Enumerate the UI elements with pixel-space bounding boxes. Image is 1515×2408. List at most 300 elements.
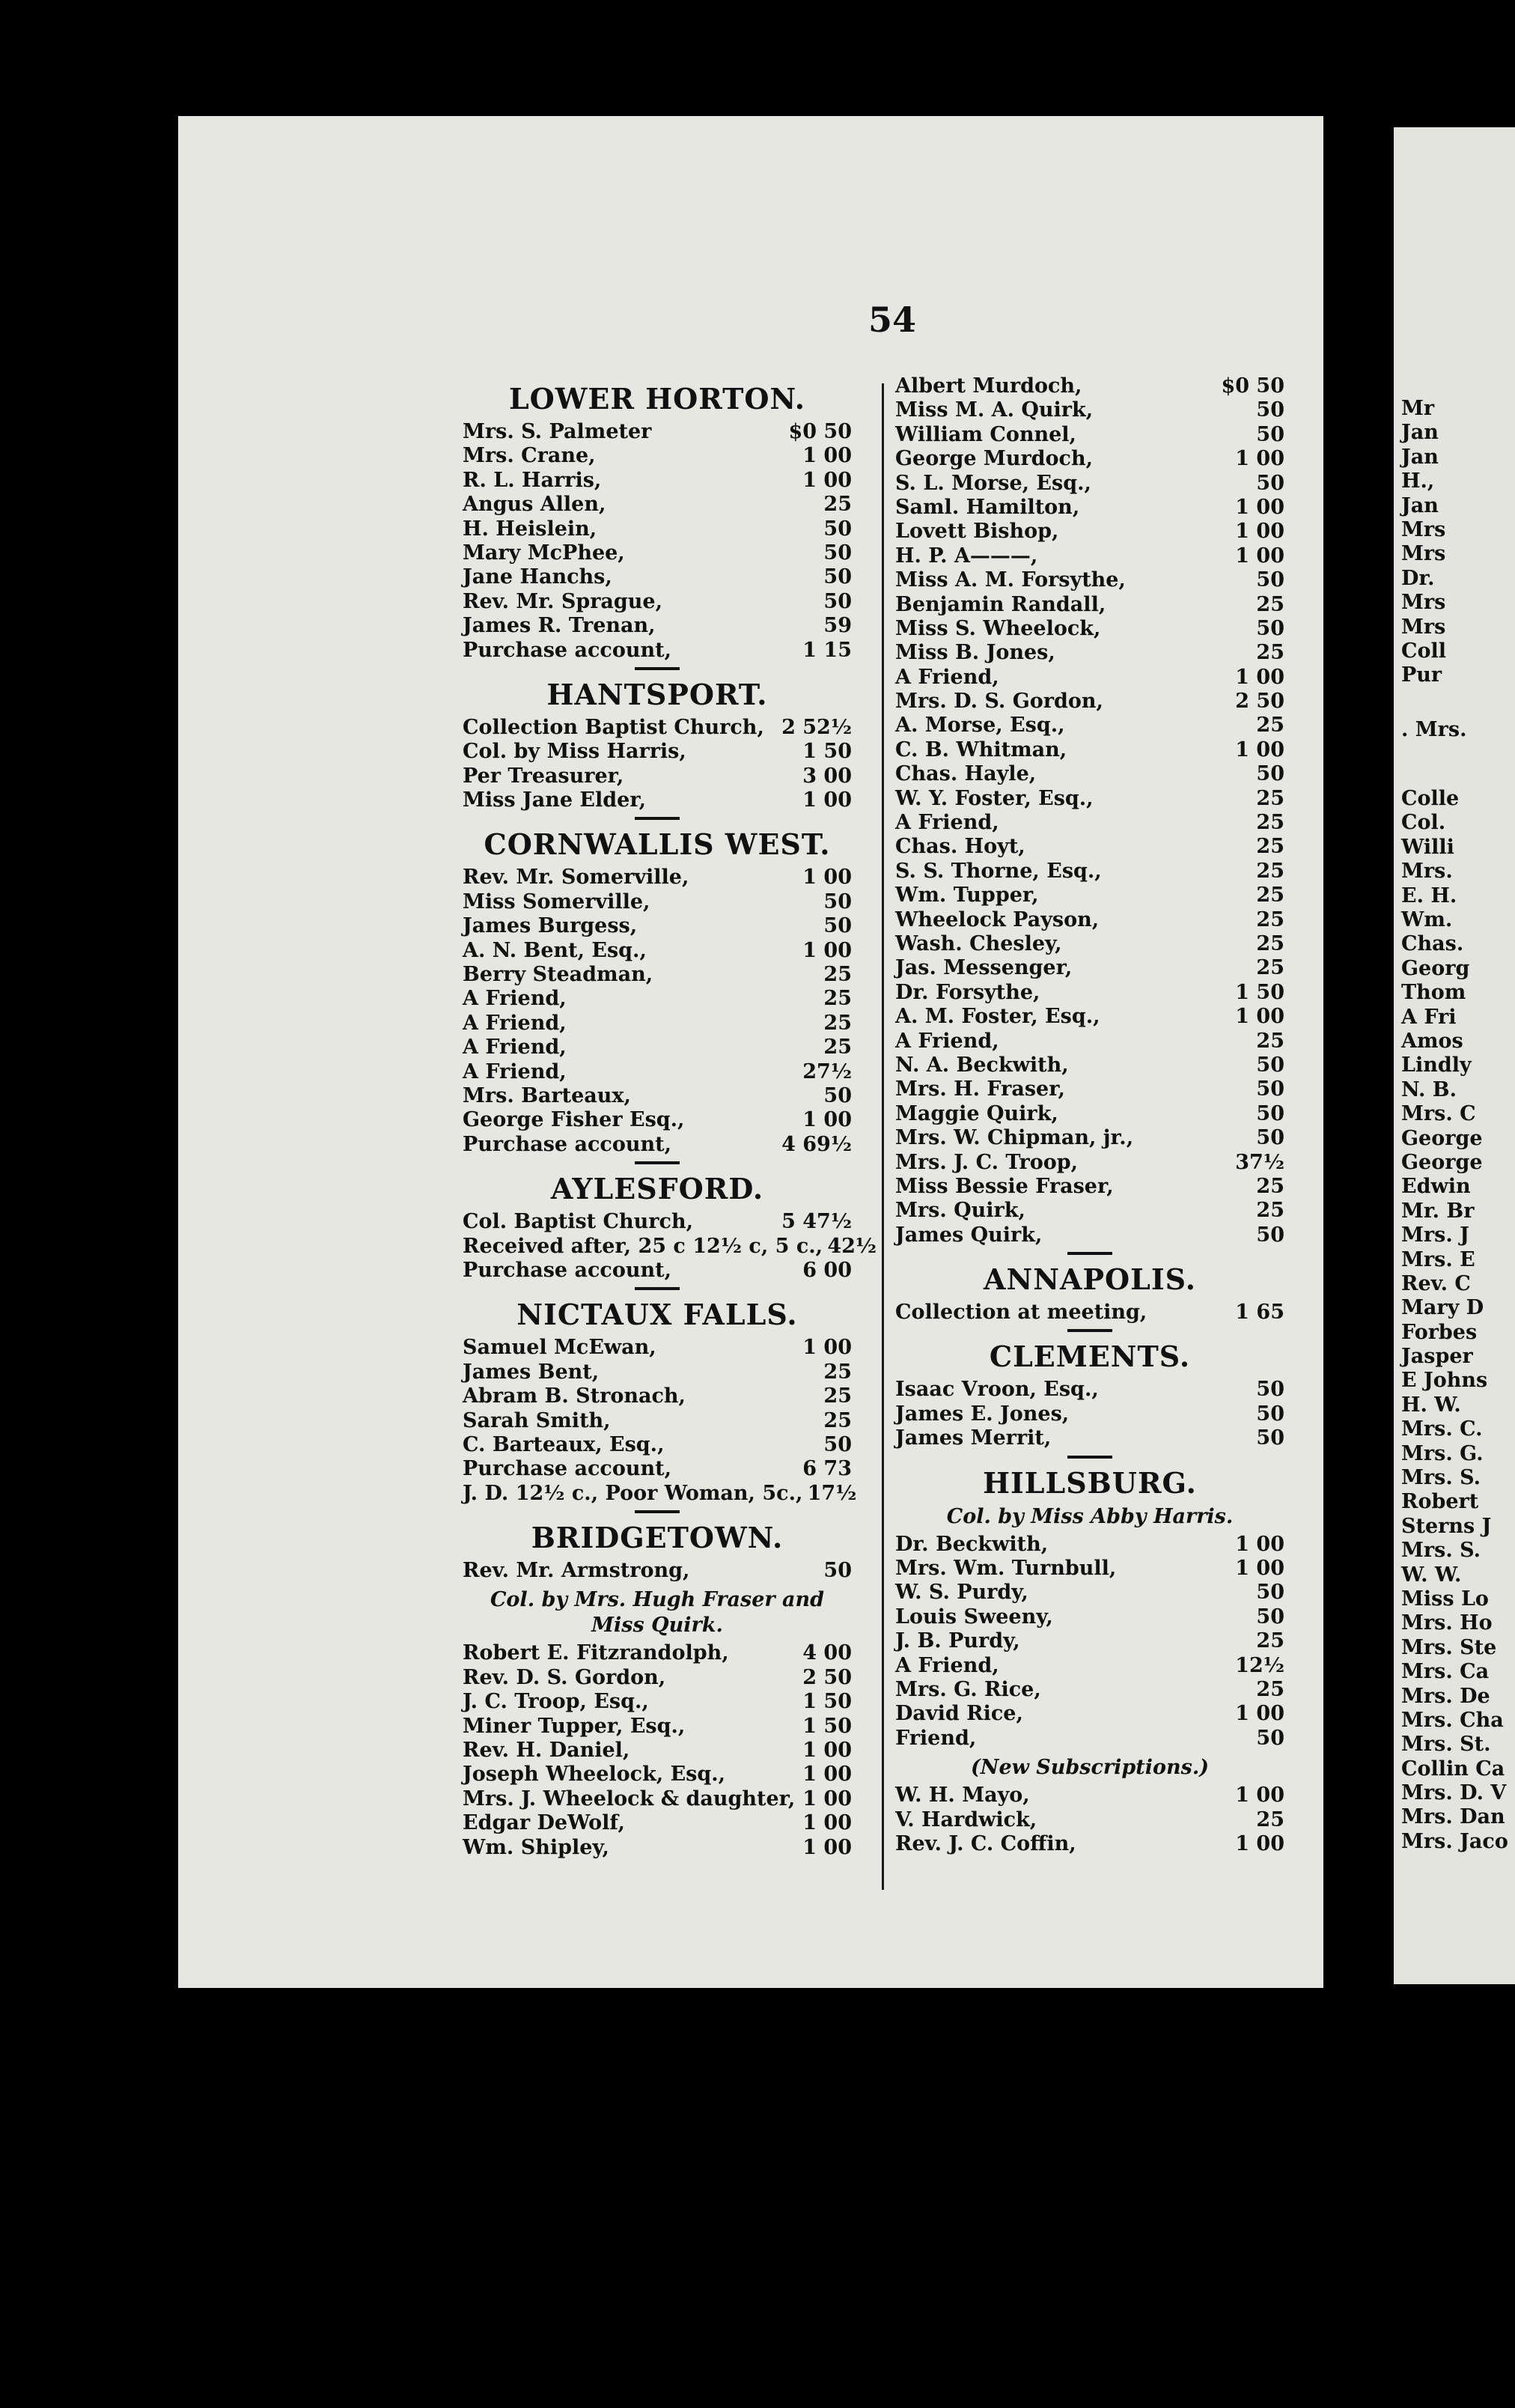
entry-amount: 50 bbox=[1256, 568, 1284, 592]
list-item bbox=[463, 469, 852, 493]
entry-name: Miss S. Wheelock, bbox=[895, 616, 1101, 640]
section-title: LOWER HORTON. bbox=[508, 382, 806, 416]
entry-amount: 1 00 bbox=[802, 938, 852, 962]
list-item bbox=[895, 1557, 1284, 1581]
list-item bbox=[463, 939, 852, 963]
entry-name: Mrs. D. S. Gordon, bbox=[895, 690, 1103, 714]
entry-name: Chas. Hoyt, bbox=[895, 835, 1025, 859]
entry-amount: 25 bbox=[823, 987, 852, 1011]
entry-amount: 50 bbox=[823, 1559, 852, 1583]
entry-name: Miner Tupper, Esq., bbox=[463, 1714, 686, 1738]
adjacent-page-fragment: Mr bbox=[1401, 397, 1435, 420]
list-item bbox=[463, 1666, 852, 1690]
list-item bbox=[895, 956, 1284, 980]
entry-name: Wheelock Payson, bbox=[895, 907, 1100, 931]
adjacent-page bbox=[1394, 127, 1515, 1984]
list-item bbox=[895, 472, 1284, 496]
entry-name: Mrs. Wm. Turnbull, bbox=[895, 1557, 1117, 1581]
entry-amount: 50 bbox=[823, 1432, 852, 1456]
list-item bbox=[463, 565, 852, 589]
section-title: CLEMENTS. bbox=[989, 1340, 1191, 1374]
list-item bbox=[463, 1133, 852, 1157]
section-divider bbox=[635, 667, 680, 670]
entry-name: Col. Baptist Church, bbox=[463, 1210, 693, 1234]
section-divider bbox=[635, 1287, 680, 1290]
entry-amount: 1 50 bbox=[802, 1690, 852, 1714]
entry-amount: 50 bbox=[823, 589, 852, 613]
list-item bbox=[895, 520, 1284, 544]
entry-amount: 1 00 bbox=[802, 866, 852, 890]
entry-amount: 1 00 bbox=[1235, 738, 1284, 761]
list-item bbox=[895, 1808, 1284, 1832]
list-item bbox=[463, 866, 852, 890]
entry-amount: 50 bbox=[1256, 762, 1284, 786]
list-item bbox=[463, 890, 852, 914]
entry-name: S. L. Morse, Esq., bbox=[895, 471, 1091, 495]
entry-amount: 50 bbox=[823, 1083, 852, 1107]
entry-name: A Friend, bbox=[463, 1011, 567, 1035]
list-item bbox=[463, 420, 852, 444]
entry-name: Mrs. W. Chipman, jr., bbox=[895, 1126, 1134, 1150]
list-item bbox=[463, 1210, 852, 1234]
entry-name: A. Morse, Esq., bbox=[895, 714, 1065, 738]
list-item bbox=[895, 1832, 1284, 1856]
list-item bbox=[895, 690, 1284, 714]
entry-name: Rev. Mr. Armstrong, bbox=[463, 1559, 690, 1583]
adjacent-page-fragment: Mrs. S. bbox=[1401, 1539, 1481, 1563]
entry-name: Friend, bbox=[895, 1726, 977, 1750]
list-item bbox=[463, 788, 852, 812]
adjacent-page-fragment: E. H. bbox=[1401, 884, 1457, 907]
entry-amount: 50 bbox=[823, 890, 852, 913]
list-item bbox=[895, 1301, 1284, 1325]
adjacent-page-fragment: Willi bbox=[1401, 835, 1454, 859]
entry-name: David Rice, bbox=[895, 1702, 1023, 1726]
entry-amount: 25 bbox=[823, 1384, 852, 1408]
adjacent-page-fragment: George bbox=[1401, 1150, 1483, 1174]
entry-name: Benjamin Randall, bbox=[895, 592, 1106, 616]
adjacent-page-fragment: Mrs bbox=[1401, 517, 1446, 541]
entry-name: James R. Trenan, bbox=[463, 614, 656, 638]
adjacent-page-fragment: Miss Lo bbox=[1401, 1587, 1489, 1611]
adjacent-page-fragment: Amos bbox=[1401, 1029, 1463, 1053]
entry-name: H. Heislein, bbox=[463, 517, 597, 541]
entry-name: Miss M. A. Quirk, bbox=[895, 398, 1094, 422]
entry-name: Miss B. Jones, bbox=[895, 641, 1055, 665]
entry-amount: 1 00 bbox=[802, 1787, 852, 1810]
entry-amount: 50 bbox=[1256, 471, 1284, 495]
entry-name: W. H. Mayo, bbox=[895, 1784, 1030, 1807]
list-item bbox=[463, 614, 852, 638]
entry-amount: 1 00 bbox=[802, 1763, 852, 1787]
entry-name: James Burgess, bbox=[463, 914, 638, 938]
entry-name: Jas. Messenger, bbox=[895, 956, 1073, 980]
entry-amount: 25 bbox=[1256, 907, 1284, 931]
entry-name: Samuel McEwan, bbox=[463, 1336, 656, 1360]
list-item bbox=[895, 544, 1284, 568]
entry-name: James Quirk, bbox=[895, 1223, 1043, 1247]
section-title: CORNWALLIS WEST. bbox=[484, 827, 831, 862]
entry-amount: 25 bbox=[1256, 1199, 1284, 1223]
entry-name: Mrs. G. Rice, bbox=[895, 1677, 1041, 1701]
entry-amount: 25 bbox=[1256, 1807, 1284, 1831]
adjacent-page-fragment: Jasper bbox=[1401, 1345, 1473, 1369]
adjacent-page-fragment: Rev. C bbox=[1401, 1271, 1471, 1295]
list-item bbox=[895, 568, 1284, 592]
adjacent-page-fragment: Colle bbox=[1401, 787, 1460, 811]
entry-amount: 25 bbox=[1256, 931, 1284, 955]
list-item bbox=[463, 716, 852, 740]
adjacent-page-fragment: Dr. bbox=[1401, 566, 1435, 590]
list-item bbox=[463, 1360, 852, 1384]
section-divider bbox=[635, 1510, 680, 1513]
adjacent-page-fragment: Mrs bbox=[1401, 591, 1446, 615]
list-item bbox=[463, 1559, 852, 1583]
list-item bbox=[895, 1629, 1284, 1653]
adjacent-page-fragment: Jan bbox=[1401, 493, 1439, 517]
entry-name: Mrs. Quirk, bbox=[895, 1199, 1025, 1223]
entry-name: Purchase account, bbox=[463, 1132, 672, 1156]
entry-name: Dr. Beckwith, bbox=[895, 1532, 1049, 1556]
list-item bbox=[895, 1426, 1284, 1450]
entry-name: Jane Hanchs, bbox=[463, 565, 612, 589]
entry-amount: 50 bbox=[823, 517, 852, 541]
entry-name: J. D. 12½ c., Poor Woman, 5c., bbox=[463, 1481, 803, 1505]
entry-amount: 37½ bbox=[1235, 1150, 1284, 1174]
adjacent-page-fragment: Mrs. Jaco bbox=[1401, 1829, 1508, 1853]
list-item bbox=[895, 1151, 1284, 1175]
entry-name: A Friend, bbox=[895, 665, 999, 689]
entry-name: Albert Murdoch, bbox=[895, 374, 1082, 398]
entry-amount: 1 00 bbox=[1235, 447, 1284, 471]
entry-name: Isaac Vroon, Esq., bbox=[895, 1378, 1099, 1402]
entry-name: A Friend, bbox=[463, 1059, 567, 1083]
list-item bbox=[463, 1641, 852, 1665]
entry-amount: 1 50 bbox=[1235, 980, 1284, 1004]
adjacent-page-fragment: Edwin bbox=[1401, 1175, 1471, 1199]
entry-amount: 1 00 bbox=[802, 788, 852, 812]
list-item bbox=[463, 1457, 852, 1481]
list-item bbox=[895, 666, 1284, 690]
adjacent-page-fragment: Mrs. C. bbox=[1401, 1417, 1483, 1441]
entry-name: Purchase account, bbox=[463, 1457, 672, 1481]
entry-name: Joseph Wheelock, Esq., bbox=[463, 1763, 726, 1787]
list-item bbox=[895, 787, 1284, 811]
list-item bbox=[895, 762, 1284, 786]
list-item bbox=[895, 1702, 1284, 1726]
entry-amount: 50 bbox=[1256, 1605, 1284, 1629]
adjacent-page-fragment: E Johns bbox=[1401, 1369, 1488, 1393]
list-item bbox=[463, 1690, 852, 1714]
list-item bbox=[895, 1077, 1284, 1101]
adjacent-page-fragment: H. W. bbox=[1401, 1393, 1461, 1417]
entry-amount: 50 bbox=[1256, 1581, 1284, 1605]
section-divider bbox=[635, 817, 680, 820]
entry-amount: 6 00 bbox=[802, 1258, 852, 1282]
entry-amount: 42½ bbox=[827, 1234, 877, 1258]
entry-name: James Merrit, bbox=[895, 1426, 1052, 1450]
entry-amount: 25 bbox=[1256, 811, 1284, 835]
entry-name: James Bent, bbox=[463, 1360, 600, 1384]
entry-amount: 1 00 bbox=[802, 1835, 852, 1859]
list-item bbox=[895, 981, 1284, 1005]
entry-amount: 50 bbox=[1256, 1426, 1284, 1450]
list-item bbox=[463, 987, 852, 1011]
entry-name: N. A. Beckwith, bbox=[895, 1053, 1069, 1077]
entry-name: H. P. A———, bbox=[895, 544, 1038, 568]
entry-amount: 50 bbox=[1256, 422, 1284, 446]
list-item bbox=[895, 738, 1284, 762]
entry-name: George Murdoch, bbox=[895, 447, 1094, 471]
entry-name: Robert E. Fitzrandolph, bbox=[463, 1641, 729, 1665]
list-item bbox=[463, 639, 852, 663]
entry-amount: 1 00 bbox=[1235, 665, 1284, 689]
right-column bbox=[895, 374, 1284, 1856]
entry-amount: 1 00 bbox=[1235, 1532, 1284, 1556]
list-item bbox=[463, 1012, 852, 1036]
entry-name: Purchase account, bbox=[463, 1258, 672, 1282]
section-divider bbox=[1067, 1252, 1112, 1255]
list-item bbox=[895, 1030, 1284, 1054]
entry-amount: 25 bbox=[1256, 1629, 1284, 1653]
entry-name: George Fisher Esq., bbox=[463, 1108, 685, 1132]
entry-amount: 1 00 bbox=[802, 1336, 852, 1360]
entry-name: A. M. Foster, Esq., bbox=[895, 1005, 1100, 1029]
entry-name: C. Barteaux, Esq., bbox=[463, 1432, 665, 1456]
adjacent-page-fragment: Mary D bbox=[1401, 1296, 1484, 1320]
entry-name: Mrs. J. C. Troop, bbox=[895, 1150, 1079, 1174]
adjacent-page-fragment: Mrs. C bbox=[1401, 1102, 1476, 1126]
entry-amount: 27½ bbox=[802, 1059, 852, 1083]
entry-name: Rev. Mr. Sprague, bbox=[463, 589, 663, 613]
section-subheading: Col. by Mrs. Hugh Fraser and Miss Quirk. bbox=[490, 1588, 825, 1638]
entry-amount: 25 bbox=[1256, 835, 1284, 859]
list-item bbox=[463, 963, 852, 987]
entry-name: James E. Jones, bbox=[895, 1402, 1070, 1426]
adjacent-page-fragment: George bbox=[1401, 1126, 1483, 1150]
adjacent-page-fragment: Mrs. G. bbox=[1401, 1441, 1484, 1465]
entry-amount: 1 00 bbox=[802, 468, 852, 492]
list-item bbox=[895, 1005, 1284, 1029]
list-item bbox=[895, 1378, 1284, 1402]
entry-name: A Friend, bbox=[895, 1653, 999, 1677]
section-subheading: (New Subscriptions.) bbox=[970, 1756, 1210, 1780]
list-item bbox=[895, 1199, 1284, 1223]
entry-name: Sarah Smith, bbox=[463, 1408, 611, 1432]
entry-amount: 25 bbox=[823, 1011, 852, 1035]
adjacent-page-fragment: Mrs. S. bbox=[1401, 1466, 1481, 1490]
entry-amount: 1 00 bbox=[1235, 1784, 1284, 1807]
section-title: NICTAUX FALLS. bbox=[516, 1298, 798, 1332]
adjacent-page-fragment: Mrs. Ste bbox=[1401, 1635, 1497, 1659]
entry-amount: 1 00 bbox=[1235, 544, 1284, 568]
list-item bbox=[895, 1784, 1284, 1807]
list-item bbox=[895, 1727, 1284, 1751]
entry-amount: 1 65 bbox=[1235, 1301, 1284, 1325]
list-item bbox=[463, 1409, 852, 1433]
entry-name: Mary McPhee, bbox=[463, 541, 625, 565]
entry-name: Wm. Tupper, bbox=[895, 884, 1039, 907]
entry-amount: 50 bbox=[1256, 1126, 1284, 1150]
list-item bbox=[895, 1678, 1284, 1702]
adjacent-page-fragment: Mrs bbox=[1401, 615, 1446, 639]
adjacent-page-fragment: Col. bbox=[1401, 811, 1446, 835]
entry-name: Maggie Quirk, bbox=[895, 1101, 1058, 1125]
adjacent-page-fragment: Wm. bbox=[1401, 908, 1453, 932]
list-item bbox=[463, 740, 852, 764]
entry-amount: 50 bbox=[1256, 1101, 1284, 1125]
entry-name: V. Hardwick, bbox=[895, 1807, 1037, 1831]
entry-amount: 2 50 bbox=[1235, 690, 1284, 714]
entry-amount: 1 00 bbox=[1235, 1557, 1284, 1581]
list-item bbox=[895, 496, 1284, 520]
entry-name: Rev. Mr. Somerville, bbox=[463, 866, 689, 890]
entry-amount: 1 50 bbox=[802, 1714, 852, 1738]
entry-amount: 1 00 bbox=[1235, 1005, 1284, 1029]
section-divider bbox=[1067, 1329, 1112, 1332]
adjacent-page-fragment: Mrs. D. V bbox=[1401, 1781, 1507, 1805]
entry-name: S. S. Thorne, Esq., bbox=[895, 859, 1102, 883]
list-item bbox=[463, 914, 852, 938]
section-subheading: Col. by Miss Abby Harris. bbox=[946, 1504, 1234, 1528]
entry-name: W. S. Purdy, bbox=[895, 1581, 1028, 1605]
adjacent-page-fragment: Lindly bbox=[1401, 1054, 1472, 1077]
entry-name: Mrs. J. Wheelock & daughter, bbox=[463, 1787, 796, 1810]
list-item bbox=[895, 1581, 1284, 1605]
entry-amount: 25 bbox=[1256, 786, 1284, 810]
entry-amount: 25 bbox=[823, 963, 852, 987]
list-item bbox=[463, 1336, 852, 1360]
entry-name: Received after, 25 c 12½ c, 5 c., bbox=[463, 1234, 823, 1258]
adjacent-page-fragment: Mrs. Ho bbox=[1401, 1611, 1493, 1635]
adjacent-page-fragment: Mrs bbox=[1401, 542, 1446, 566]
entry-amount: 25 bbox=[1256, 641, 1284, 665]
entry-name: Berry Steadman, bbox=[463, 963, 653, 987]
list-item bbox=[463, 1811, 852, 1835]
list-item bbox=[895, 1126, 1284, 1150]
list-item bbox=[895, 374, 1284, 398]
entry-amount: 25 bbox=[1256, 956, 1284, 980]
entry-name: Mrs. Crane, bbox=[463, 444, 596, 468]
list-item bbox=[463, 1715, 852, 1739]
adjacent-page-fragment: Mrs. St. bbox=[1401, 1733, 1491, 1757]
adjacent-page-fragment: Mrs. Dan bbox=[1401, 1805, 1505, 1829]
entry-name: Mrs. S. Palmeter bbox=[463, 420, 652, 443]
entry-amount: 1 00 bbox=[1235, 1702, 1284, 1726]
list-item bbox=[895, 1402, 1284, 1426]
adjacent-page-fragment: Mrs. Ca bbox=[1401, 1660, 1490, 1684]
left-column bbox=[463, 374, 877, 1860]
page-number: 54 bbox=[868, 300, 917, 340]
adjacent-page-fragment: Jan bbox=[1401, 445, 1439, 469]
adjacent-page-fragment: Chas. bbox=[1401, 932, 1464, 956]
entry-amount: 1 00 bbox=[1235, 520, 1284, 544]
entry-amount: 59 bbox=[823, 614, 852, 638]
entry-name: Wm. Shipley, bbox=[463, 1835, 609, 1859]
section-title: HANTSPORT. bbox=[546, 677, 768, 711]
entry-amount: 3 00 bbox=[802, 764, 852, 788]
adjacent-page-fragment: Mrs. J bbox=[1401, 1223, 1469, 1247]
list-item bbox=[463, 493, 852, 517]
list-item bbox=[895, 908, 1284, 932]
entry-amount: 25 bbox=[1256, 1677, 1284, 1701]
list-item bbox=[895, 811, 1284, 835]
entry-amount: 50 bbox=[823, 565, 852, 589]
section-title: HILLSBURG. bbox=[983, 1465, 1197, 1500]
list-item bbox=[463, 1384, 852, 1408]
adjacent-page-fragment: Jan bbox=[1401, 421, 1439, 445]
entry-amount: 50 bbox=[1256, 398, 1284, 422]
entry-name: Rev. H. Daniel, bbox=[463, 1739, 630, 1763]
entry-amount: 25 bbox=[1256, 1029, 1284, 1053]
adjacent-page-fragment: A Fri bbox=[1401, 1005, 1457, 1029]
entry-name: Wash. Chesley, bbox=[895, 931, 1062, 955]
adjacent-page-fragment: Forbes bbox=[1401, 1320, 1478, 1344]
adjacent-page-fragment: H., bbox=[1401, 469, 1435, 493]
list-item bbox=[463, 1060, 852, 1084]
entry-amount: 6 73 bbox=[802, 1457, 852, 1481]
list-item bbox=[895, 714, 1284, 738]
entry-amount: $0 50 bbox=[788, 420, 852, 443]
entry-name: Collection at meeting, bbox=[895, 1301, 1147, 1325]
list-item bbox=[895, 1054, 1284, 1077]
entry-name: C. B. Whitman, bbox=[895, 738, 1067, 761]
adjacent-page-fragment: Pur bbox=[1401, 663, 1442, 687]
entry-amount: 25 bbox=[823, 1408, 852, 1432]
entry-amount: 4 00 bbox=[802, 1641, 852, 1665]
adjacent-page-fragment: . Mrs. bbox=[1401, 717, 1467, 741]
list-item bbox=[463, 1234, 877, 1259]
entry-amount: 17½ bbox=[807, 1481, 857, 1505]
adjacent-page-fragment: Mrs. De bbox=[1401, 1684, 1490, 1708]
entry-amount: 50 bbox=[1256, 1053, 1284, 1077]
entry-name: William Connel, bbox=[895, 422, 1076, 446]
entry-amount: 25 bbox=[823, 1360, 852, 1384]
list-item bbox=[463, 541, 852, 565]
list-item bbox=[895, 1223, 1284, 1247]
entry-name: Lovett Bishop, bbox=[895, 520, 1059, 544]
adjacent-page-fragment: Thom bbox=[1401, 981, 1466, 1005]
list-item bbox=[895, 835, 1284, 859]
list-item bbox=[463, 1084, 852, 1108]
entry-name: Dr. Forsythe, bbox=[895, 980, 1040, 1004]
list-item bbox=[463, 517, 852, 541]
entry-amount: $0 50 bbox=[1221, 374, 1284, 398]
entry-amount: 1 00 bbox=[802, 1811, 852, 1835]
list-item bbox=[895, 447, 1284, 471]
entry-amount: 1 00 bbox=[1235, 495, 1284, 519]
list-item bbox=[895, 641, 1284, 665]
entry-amount: 50 bbox=[823, 914, 852, 938]
list-item bbox=[463, 1108, 852, 1132]
entry-name: R. L. Harris, bbox=[463, 468, 602, 492]
section-divider bbox=[635, 1161, 680, 1164]
adjacent-page-fragment: Sterns J bbox=[1401, 1514, 1492, 1538]
section-divider bbox=[1067, 1456, 1112, 1459]
list-item bbox=[895, 1533, 1284, 1557]
list-item bbox=[895, 593, 1284, 617]
entry-amount: 50 bbox=[1256, 1077, 1284, 1101]
list-item bbox=[895, 423, 1284, 447]
entry-amount: 25 bbox=[1256, 1174, 1284, 1198]
entry-name: A Friend, bbox=[463, 1036, 567, 1059]
entry-amount: 1 00 bbox=[802, 1108, 852, 1132]
list-item bbox=[463, 1763, 852, 1787]
entry-name: J. C. Troop, Esq., bbox=[463, 1690, 649, 1714]
entry-name: Rev. J. C. Coffin, bbox=[895, 1831, 1076, 1855]
entry-name: Miss Jane Elder, bbox=[463, 788, 646, 812]
entry-amount: 50 bbox=[1256, 1378, 1284, 1402]
